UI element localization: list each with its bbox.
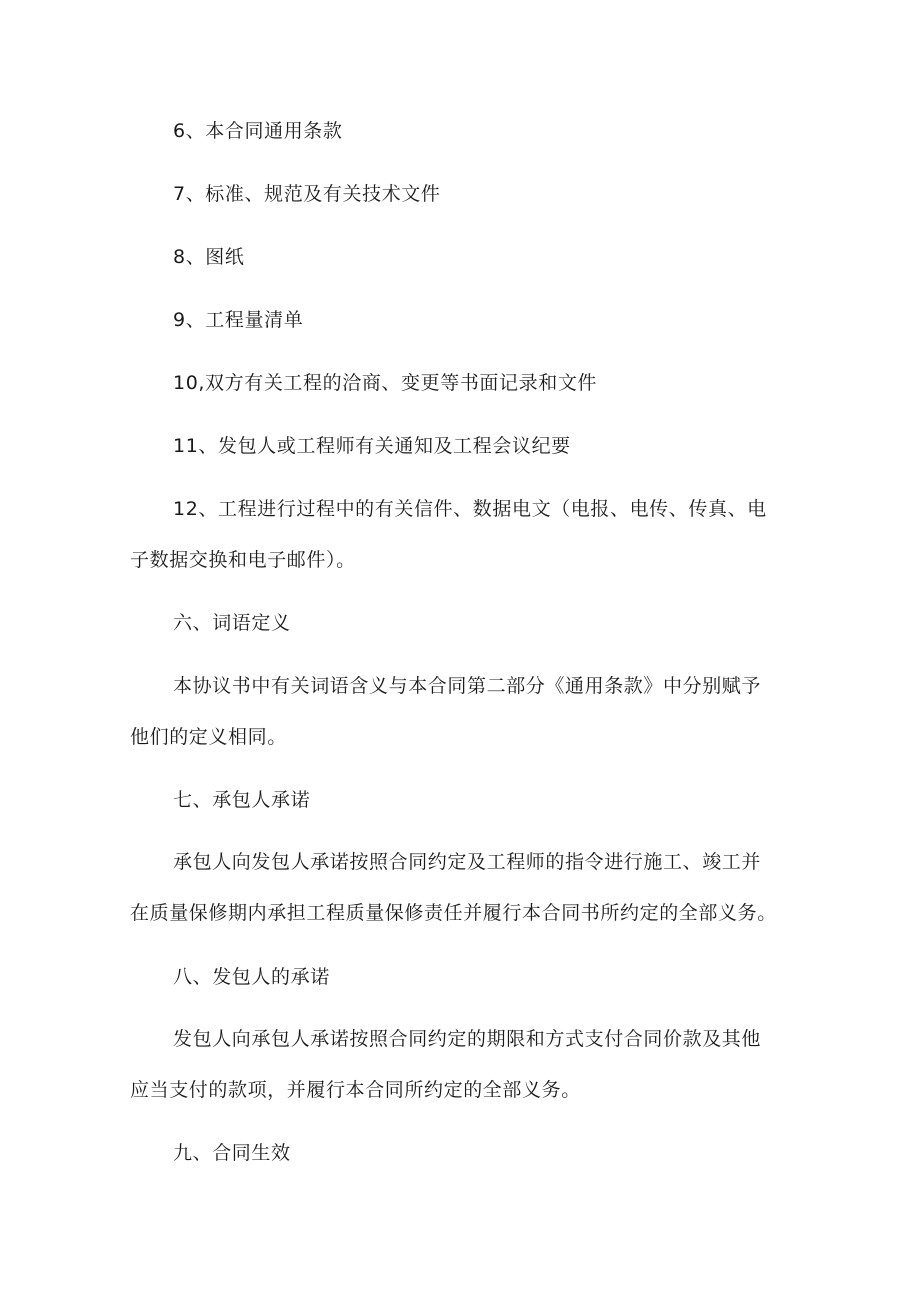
list-item-11: 11、发包人或工程师有关通知及工程会议纪要: [173, 435, 571, 457]
list-item-12-line-2: 子数据交换和电子邮件）。: [130, 549, 356, 571]
list-item-8: 8、图纸: [173, 246, 245, 268]
list-item-6: 6、本合同通用条款: [173, 120, 343, 142]
section-body-8-line-2: 应当支付的款项，并履行本合同所约定的全部义务。: [130, 1079, 581, 1101]
section-body-6-line-1: 本协议书中有关词语含义与本合同第二部分《通用条款》中分别赋予: [173, 675, 762, 697]
section-heading-7: 七、承包人承诺: [173, 789, 311, 811]
section-body-6-line-2: 他们的定义相同。: [130, 726, 287, 748]
list-item-12-line-1: 12、工程进行过程中的有关信件、数据电文（电报、电传、传真、电: [173, 498, 767, 520]
section-heading-6: 六、词语定义: [173, 612, 291, 634]
section-body-7-line-2: 在质量保修期内承担工程质量保修责任并履行本合同书所约定的全部义务。: [130, 902, 777, 924]
list-item-10: 10,双方有关工程的洽商、变更等书面记录和文件: [173, 372, 598, 394]
list-item-9: 9、工程量清单: [173, 309, 304, 331]
section-body-8-line-1: 发包人向承包人承诺按照合同约定的期限和方式支付合同价款及其他: [173, 1028, 762, 1050]
list-item-7: 7、标准、规范及有关技术文件: [173, 183, 441, 205]
section-heading-9: 九、合同生效: [173, 1142, 291, 1164]
section-heading-8: 八、发包人的承诺: [173, 966, 330, 988]
section-body-7-line-1: 承包人向发包人承诺按照合同约定及工程师的指令进行施工、竣工并: [173, 851, 762, 873]
